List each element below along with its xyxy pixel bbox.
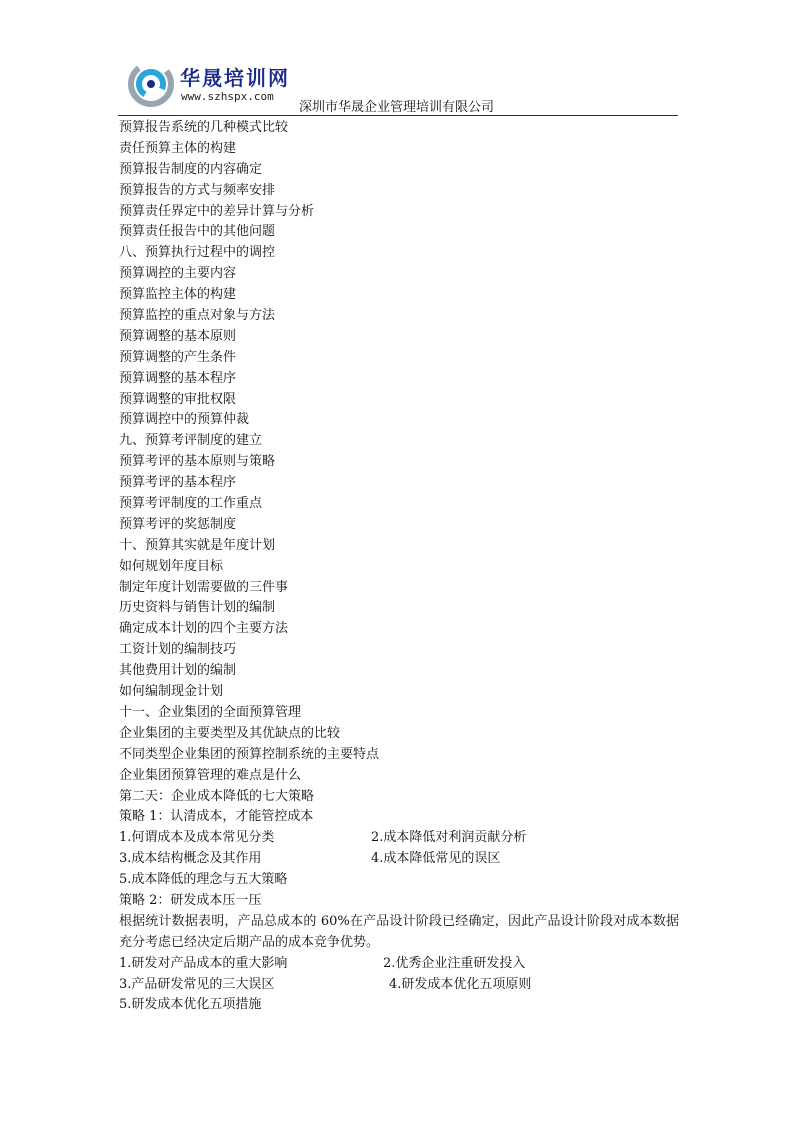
text-line: 预算考评的奖惩制度 [119, 516, 237, 532]
text-line: 预算调整的审批权限 [119, 391, 237, 407]
two-column-row [119, 828, 679, 849]
text-line: 制定年度计划需要做的三件事 [119, 579, 289, 595]
text-line: 如何规划年度目标 [119, 558, 224, 574]
text-line: 预算考评的基本程序 [119, 475, 237, 491]
text-line: 预算监控主体的构建 [119, 287, 237, 303]
text-line: 如何编制现金计划 [119, 684, 224, 700]
list-item: 5.成本降低的理念与五大策略 [119, 872, 288, 888]
text-line: 预算报告的方式与频率安排 [119, 182, 276, 198]
text-line: 预算监控的重点对象与方法 [119, 308, 276, 324]
day-heading: 第二天：企业成本降低的七大策略 [119, 788, 315, 804]
text-line: 预算调整的基本程序 [119, 370, 237, 386]
list-item: 1.何谓成本及成本常见分类 [119, 830, 275, 846]
text-line: 企业集团的主要类型及其优缺点的比较 [119, 725, 341, 741]
strategy-heading: 策略 1：认清成本，才能管控成本 [119, 809, 314, 825]
text-line: 预算考评制度的工作重点 [119, 496, 263, 512]
text-line: 预算调控的主要内容 [119, 266, 237, 282]
text-line: 其他费用计划的编制 [119, 663, 237, 679]
two-column-row [119, 975, 679, 996]
section-heading: 八、预算执行过程中的调控 [119, 245, 276, 261]
text-line: 预算调整的基本原则 [119, 328, 237, 344]
company-name: 深圳市华晟企业管理培训有限公司 [299, 100, 495, 115]
text-line: 预算责任报告中的其他问题 [119, 224, 276, 240]
section-heading: 九、预算考评制度的建立 [119, 433, 263, 449]
list-item: 2.优秀企业注重研发投入 [383, 955, 526, 971]
page-header [0, 0, 794, 118]
text-line: 工资计划的编制技巧 [119, 642, 237, 658]
two-column-row [119, 849, 679, 870]
logo-name: 华晟培训网 [180, 66, 290, 90]
text-line: 预算考评的基本原则与策略 [119, 454, 276, 470]
text-line: 确定成本计划的四个主要方法 [119, 621, 289, 637]
list-item: 4.研发成本优化五项原则 [389, 976, 532, 992]
strategy-heading: 策略 2：研发成本压一压 [119, 892, 262, 908]
body-paragraph: 根据统计数据表明，产品总成本的 60%在产品设计阶段已经确定，因此产品设计阶段对成本数据充分考虑已经决定后期产品的成本竞争优势。 [119, 913, 679, 950]
section-heading: 十、预算其实就是年度计划 [119, 537, 276, 553]
text-line: 预算调控中的预算仲裁 [119, 412, 250, 428]
header-divider [118, 115, 678, 116]
two-column-row [119, 954, 679, 975]
text-line: 预算调整的产生条件 [119, 349, 237, 365]
text-line: 预算责任界定中的差异计算与分析 [119, 203, 315, 219]
list-item: 1.研发对产品成本的重大影响 [119, 955, 288, 971]
logo-url: www.szhspx.com [181, 90, 274, 103]
list-item: 3.产品研发常见的三大误区 [119, 976, 275, 992]
text-line: 责任预算主体的构建 [119, 140, 237, 156]
document-body [119, 118, 679, 1016]
text-line: 预算报告制度的内容确定 [119, 161, 263, 177]
text-line: 预算报告系统的几种模式比较 [119, 120, 289, 135]
logo-swirl-icon [127, 60, 175, 108]
text-line: 历史资料与销售计划的编制 [119, 600, 276, 616]
text-line: 企业集团预算管理的难点是什么 [119, 767, 302, 783]
list-item: 3.成本结构概念及其作用 [119, 851, 262, 867]
text-line: 不同类型企业集团的预算控制系统的主要特点 [119, 746, 380, 762]
list-item: 2.成本降低对利润贡献分析 [371, 830, 527, 846]
list-item: 4.成本降低常见的误区 [371, 851, 501, 867]
list-item: 5.研发成本优化五项措施 [119, 997, 262, 1013]
section-heading: 十一、企业集团的全面预算管理 [119, 704, 302, 720]
